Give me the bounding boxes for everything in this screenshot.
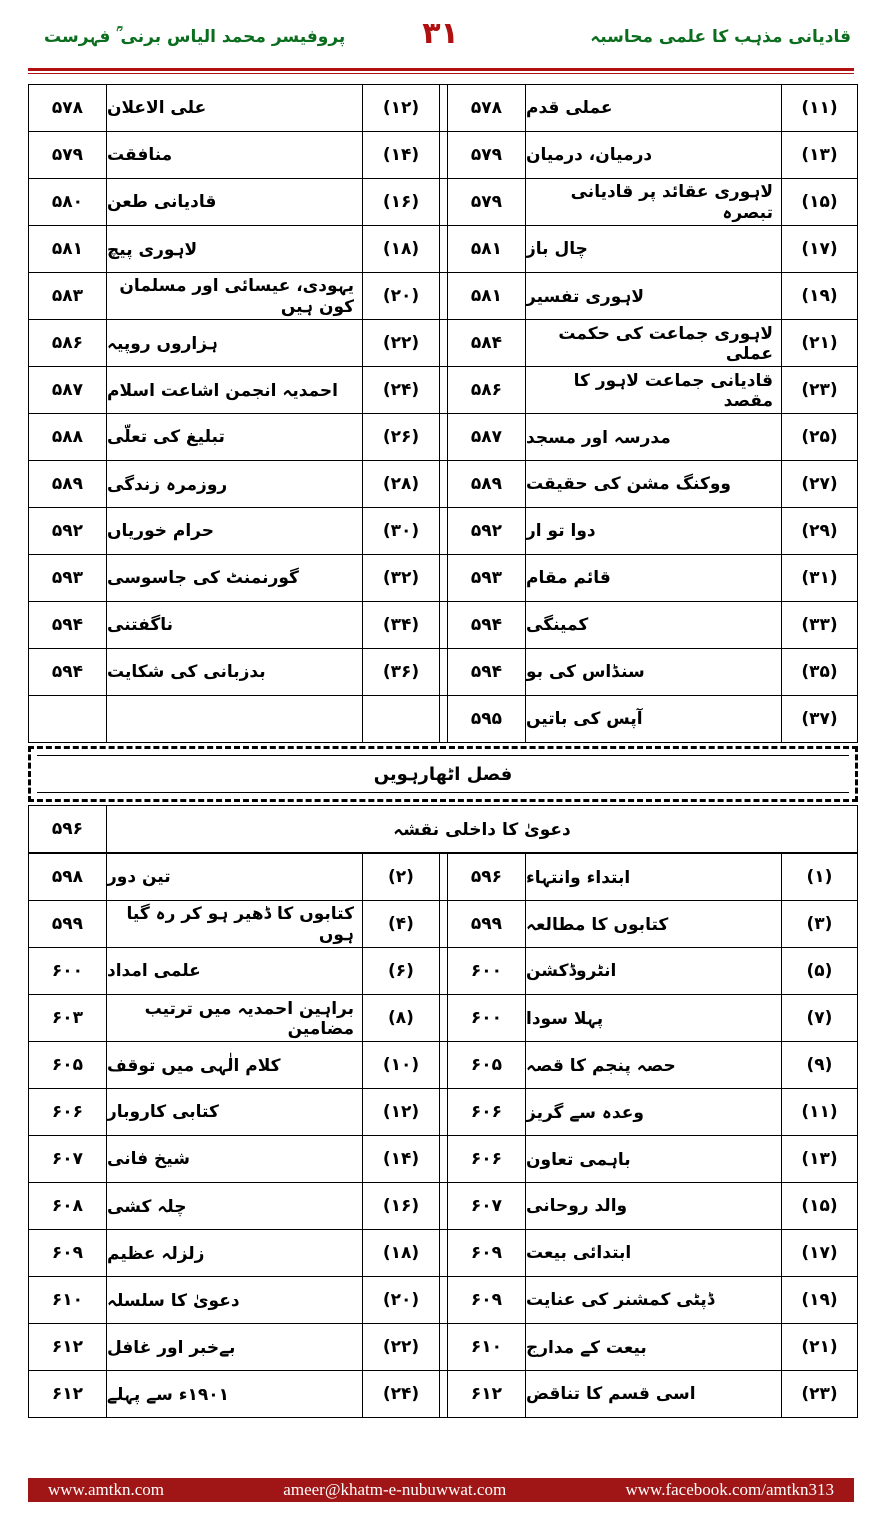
page-footer xyxy=(28,1478,854,1502)
page-number-cell: ۶۰۵ xyxy=(28,1042,106,1088)
entry-index-cell: (۱۷) xyxy=(781,226,858,272)
page-number-cell: ۵۹۲ xyxy=(28,508,106,554)
column-gap xyxy=(439,226,447,272)
entry-title-cell xyxy=(106,696,362,742)
entry-title-cell: قادیانی طعن xyxy=(106,179,362,225)
page-number-cell: ۶۱۲ xyxy=(28,1371,106,1417)
entry-title-cell: کتابی کاروبار xyxy=(106,1089,362,1135)
entry-index-cell: (۱۸) xyxy=(362,1230,439,1276)
entry-title-cell: لاہوری جماعت کی حکمت عملی xyxy=(525,320,781,366)
contents-top-rows xyxy=(28,84,858,743)
entry-title-cell: بدزبانی کی شکایت xyxy=(106,649,362,695)
column-gap xyxy=(439,508,447,554)
entry-title-cell: بےخبر اور غافل xyxy=(106,1324,362,1370)
entry-index-cell: (۳۱) xyxy=(781,555,858,601)
entry-index-cell: (۳۲) xyxy=(362,555,439,601)
entry-index-cell: (۲۳) xyxy=(781,367,858,413)
entry-title-cell: انٹروڈکشن xyxy=(525,948,781,994)
page-number-cell: ۵۹۳ xyxy=(28,555,106,601)
page-number-cell: ۶۰۳ xyxy=(28,995,106,1041)
entry-index-cell: (۱۲) xyxy=(362,85,439,131)
entry-title-cell: لاہوری تفسیر xyxy=(525,273,781,319)
column-gap xyxy=(439,132,447,178)
entry-title-cell: زلزلہ عظیم xyxy=(106,1230,362,1276)
page-number-cell: ۵۷۹ xyxy=(28,132,106,178)
column-gap xyxy=(439,696,447,742)
page-number-cell: ۵۸۷ xyxy=(28,367,106,413)
entry-title-cell: پہلا سودا xyxy=(525,995,781,1041)
page-number-cell: ۵۸۶ xyxy=(28,320,106,366)
table-row xyxy=(28,273,858,320)
entry-title-cell: احمدیہ انجمن اشاعت اسلام xyxy=(106,367,362,413)
table-row xyxy=(28,1324,858,1371)
entry-index-cell: (۱۱) xyxy=(781,85,858,131)
table-row xyxy=(28,1277,858,1324)
entry-title-cell: علمی امداد xyxy=(106,948,362,994)
page-number-cell: ۵۷۸ xyxy=(447,85,525,131)
entry-index-cell: (۲۴) xyxy=(362,1371,439,1417)
page-number-cell: ۶۰۶ xyxy=(28,1089,106,1135)
entry-title-cell: منافقت xyxy=(106,132,362,178)
page-number-cell: ۵۸۹ xyxy=(447,461,525,507)
table-row xyxy=(28,995,858,1042)
table-row xyxy=(28,1042,858,1089)
column-gap xyxy=(439,1277,447,1323)
table-row xyxy=(28,414,858,461)
entry-title-cell: حرام خوریاں xyxy=(106,508,362,554)
column-gap xyxy=(439,85,447,131)
entry-title-cell: کلام الٰہی میں توقف xyxy=(106,1042,362,1088)
table-row xyxy=(28,226,858,273)
entry-index-cell: (۷) xyxy=(781,995,858,1041)
page-number-cell: ۵۸۸ xyxy=(28,414,106,460)
page-number-cell: ۶۰۷ xyxy=(447,1183,525,1229)
entry-index-cell: (۲۰) xyxy=(362,1277,439,1323)
entry-index-cell: (۱۸) xyxy=(362,226,439,272)
page-number-cell: ۵۸۱ xyxy=(28,226,106,272)
page-number-cell: ۵۸۳ xyxy=(28,273,106,319)
entry-title-cell: قادیانی جماعت لاہور کا مقصد xyxy=(525,367,781,413)
entry-title-cell: گورنمنٹ کی جاسوسی xyxy=(106,555,362,601)
entry-title-cell: اسی قسم کا تناقض xyxy=(525,1371,781,1417)
entry-title-cell: یہودی، عیسائی اور مسلمان کون ہیں xyxy=(106,273,362,319)
entry-index-cell: (۱۶) xyxy=(362,179,439,225)
entry-title-cell: ہزاروں روپیہ xyxy=(106,320,362,366)
entry-index-cell: (۲۹) xyxy=(781,508,858,554)
entry-index-cell xyxy=(362,696,439,742)
footer-website[interactable]: www.amtkn.com xyxy=(48,1480,164,1499)
table-row xyxy=(28,948,858,995)
entry-title-cell: کتابوں کا مطالعہ xyxy=(525,901,781,947)
table-row xyxy=(28,132,858,179)
entry-index-cell: (۳۰) xyxy=(362,508,439,554)
page-number-cell: ۵۸۹ xyxy=(28,461,106,507)
entry-index-cell: (۹) xyxy=(781,1042,858,1088)
column-gap xyxy=(439,1136,447,1182)
column-gap xyxy=(439,1324,447,1370)
section-heading xyxy=(28,746,858,802)
page-number-cell: ۵۹۳ xyxy=(447,555,525,601)
entry-index-cell: (۳۷) xyxy=(781,696,858,742)
page-number-cell: ۵۸۰ xyxy=(28,179,106,225)
header-rule-thin xyxy=(28,73,854,74)
entry-title-cell: دوا تو ار xyxy=(525,508,781,554)
entry-index-cell: (۲۲) xyxy=(362,320,439,366)
column-gap xyxy=(439,414,447,460)
entry-index-cell: (۲۴) xyxy=(362,367,439,413)
table-row xyxy=(28,853,858,901)
footer-facebook[interactable]: www.facebook.com/amtkn313 xyxy=(625,1480,834,1499)
entry-index-cell: (۲۸) xyxy=(362,461,439,507)
table-row xyxy=(28,367,858,414)
page-number-cell: ۵۹۴ xyxy=(447,602,525,648)
page-number-cell: ۵۹۵ xyxy=(447,696,525,742)
entry-title-cell: تین دور xyxy=(106,854,362,900)
entry-title-cell: روزمرہ زندگی xyxy=(106,461,362,507)
entry-index-cell: (۱۰) xyxy=(362,1042,439,1088)
page-number-cell: ۶۰۶ xyxy=(447,1136,525,1182)
page-number-cell: ۵۷۹ xyxy=(447,179,525,225)
column-gap xyxy=(439,461,447,507)
entry-title-cell: ابتدائی بیعت xyxy=(525,1230,781,1276)
page-number-cell: ۶۰۰ xyxy=(447,995,525,1041)
entry-index-cell: (۱۹) xyxy=(781,1277,858,1323)
page-number-cell: ۶۱۰ xyxy=(447,1324,525,1370)
entry-index-cell: (۳) xyxy=(781,901,858,947)
entry-index-cell: (۱۳) xyxy=(781,132,858,178)
entry-title-cell: بیعت کے مدارج xyxy=(525,1324,781,1370)
page-number-cell: ۵۷۹ xyxy=(447,132,525,178)
column-gap xyxy=(439,1230,447,1276)
page-number-cell: ۵۹۴ xyxy=(28,649,106,695)
page-number-cell: ۵۸۱ xyxy=(447,226,525,272)
section-title: فصل اٹھارہویں xyxy=(373,763,513,785)
entry-title-cell: ابتداء وانتہاء xyxy=(525,854,781,900)
entry-title-cell: شیخ فانی xyxy=(106,1136,362,1182)
entry-title-cell: علی الاعلان xyxy=(106,85,362,131)
table-row xyxy=(28,555,858,602)
table-row xyxy=(28,901,858,948)
entry-index-cell: (۱۵) xyxy=(781,1183,858,1229)
page-number-cell: ۵۹۶ xyxy=(28,806,106,852)
page-number-cell: ۵۹۸ xyxy=(28,854,106,900)
entry-title-cell: کتابوں کا ڈھیر ہو کر رہ گیا ہوں xyxy=(106,901,362,947)
entry-index-cell: (۱۴) xyxy=(362,1136,439,1182)
column-gap xyxy=(439,854,447,900)
entry-title-cell: درمیان، درمیان xyxy=(525,132,781,178)
table-row xyxy=(28,1136,858,1183)
entry-title-cell: چلہ کشی xyxy=(106,1183,362,1229)
page-number-cell: ۶۰۸ xyxy=(28,1183,106,1229)
page-number-cell: ۶۰۶ xyxy=(447,1089,525,1135)
page-number-cell: ۵۸۷ xyxy=(447,414,525,460)
page-number-cell: ۵۸۴ xyxy=(447,320,525,366)
page-number-cell: ۶۰۷ xyxy=(28,1136,106,1182)
page-number-cell: ۵۹۹ xyxy=(447,901,525,947)
column-gap xyxy=(439,948,447,994)
entry-title-cell: باہمی تعاون xyxy=(525,1136,781,1182)
entry-index-cell: (۱۶) xyxy=(362,1183,439,1229)
page-number-cell: ۶۱۲ xyxy=(447,1371,525,1417)
entry-index-cell: (۳۶) xyxy=(362,649,439,695)
entry-title-cell: ووکنگ مشن کی حقیقت xyxy=(525,461,781,507)
contents-bottom-rows xyxy=(28,853,858,1418)
entry-title-cell: ناگفتنی xyxy=(106,602,362,648)
page-number-cell: ۶۰۹ xyxy=(447,1230,525,1276)
column-gap xyxy=(439,602,447,648)
entry-title-cell: چال باز xyxy=(525,226,781,272)
table-row xyxy=(28,461,858,508)
table-row xyxy=(28,84,858,132)
footer-email[interactable]: ameer@khatm-e-nubuwwat.com xyxy=(283,1480,507,1499)
column-gap xyxy=(439,1042,447,1088)
entry-title-cell: حصہ پنجم کا قصہ xyxy=(525,1042,781,1088)
table-row xyxy=(28,696,858,743)
page-number-cell: ۵۹۴ xyxy=(447,649,525,695)
entry-index-cell: (۵) xyxy=(781,948,858,994)
table-row xyxy=(28,1089,858,1136)
page-number-cell: ۵۹۲ xyxy=(447,508,525,554)
page-number-cell: ۶۰۹ xyxy=(447,1277,525,1323)
table-row xyxy=(28,179,858,226)
chapter-title-cell: دعویٰ کا داخلی نقشہ xyxy=(106,806,858,852)
table-row xyxy=(28,649,858,696)
entry-index-cell: (۲۵) xyxy=(781,414,858,460)
entry-index-cell: (۱۲) xyxy=(362,1089,439,1135)
entry-index-cell: (۴) xyxy=(362,901,439,947)
table-row xyxy=(28,508,858,555)
entry-index-cell: (۸) xyxy=(362,995,439,1041)
page-number-cell xyxy=(28,696,106,742)
page-number-cell: ۶۰۹ xyxy=(28,1230,106,1276)
entry-title-cell: سنڈاس کی بو xyxy=(525,649,781,695)
entry-index-cell: (۱۹) xyxy=(781,273,858,319)
entry-title-cell: براہین احمدیہ میں ترتیب مضامین xyxy=(106,995,362,1041)
entry-index-cell: (۱۳) xyxy=(781,1136,858,1182)
entry-title-cell: لاہوری پیچ xyxy=(106,226,362,272)
page-number-cell: ۵۹۹ xyxy=(28,901,106,947)
entry-title-cell: وعدہ سے گریز xyxy=(525,1089,781,1135)
entry-index-cell: (۲۲) xyxy=(362,1324,439,1370)
entry-index-cell: (۲۱) xyxy=(781,1324,858,1370)
page-number: ۳۱ xyxy=(422,16,459,51)
page-number-cell: ۵۸۱ xyxy=(447,273,525,319)
entry-index-cell: (۱۴) xyxy=(362,132,439,178)
header-book-title: قادیانی مذہب کا علمی محاسبہ xyxy=(590,27,851,47)
entry-title-cell: لاہوری عقائد پر قادیانی تبصرہ xyxy=(525,179,781,225)
entry-index-cell: (۱) xyxy=(781,854,858,900)
page-number-cell: ۶۰۵ xyxy=(447,1042,525,1088)
entry-title-cell: مدرسہ اور مسجد xyxy=(525,414,781,460)
entry-title-cell: کمینگی xyxy=(525,602,781,648)
entry-title-cell: والد روحانی xyxy=(525,1183,781,1229)
entry-title-cell: ۱۹۰۱ء سے پہلے xyxy=(106,1371,362,1417)
page-number-cell: ۵۸۶ xyxy=(447,367,525,413)
entry-index-cell: (۶) xyxy=(362,948,439,994)
column-gap xyxy=(439,995,447,1041)
header-author: پروفیسر محمد الیاس برنی ؒ فہرست xyxy=(44,27,346,47)
column-gap xyxy=(439,555,447,601)
table-row xyxy=(28,602,858,649)
column-gap xyxy=(439,320,447,366)
page-header xyxy=(0,0,881,70)
page-number-cell: ۶۱۲ xyxy=(28,1324,106,1370)
page-number-cell: ۶۱۰ xyxy=(28,1277,106,1323)
column-gap xyxy=(439,1183,447,1229)
table-row xyxy=(28,1371,858,1418)
page-number-cell: ۵۷۸ xyxy=(28,85,106,131)
column-gap xyxy=(439,179,447,225)
entry-index-cell: (۲۳) xyxy=(781,1371,858,1417)
table-row xyxy=(28,1230,858,1277)
table-row-wide xyxy=(28,805,858,853)
column-gap xyxy=(439,649,447,695)
table-row xyxy=(28,320,858,367)
table-row xyxy=(28,1183,858,1230)
entry-index-cell: (۱۱) xyxy=(781,1089,858,1135)
entry-index-cell: (۲۷) xyxy=(781,461,858,507)
page-number-cell: ۵۹۶ xyxy=(447,854,525,900)
entry-title-cell: عملی قدم xyxy=(525,85,781,131)
column-gap xyxy=(439,273,447,319)
entry-title-cell: دعویٰ کا سلسلہ xyxy=(106,1277,362,1323)
entry-index-cell: (۲۶) xyxy=(362,414,439,460)
entry-index-cell: (۳۳) xyxy=(781,602,858,648)
entry-title-cell: ڈپٹی کمشنر کی عنایت xyxy=(525,1277,781,1323)
entry-title-cell: آپس کی باتیں xyxy=(525,696,781,742)
entry-index-cell: (۱۷) xyxy=(781,1230,858,1276)
entry-index-cell: (۲۰) xyxy=(362,273,439,319)
contents-table xyxy=(28,84,858,1418)
entry-index-cell: (۳۵) xyxy=(781,649,858,695)
entry-index-cell: (۲۱) xyxy=(781,320,858,366)
entry-title-cell: تبلیغ کی تعلّی xyxy=(106,414,362,460)
column-gap xyxy=(439,367,447,413)
page-number-cell: ۶۰۰ xyxy=(447,948,525,994)
column-gap xyxy=(439,1371,447,1417)
column-gap xyxy=(439,901,447,947)
entry-index-cell: (۲) xyxy=(362,854,439,900)
page-number-cell: ۶۰۰ xyxy=(28,948,106,994)
page-number-cell: ۵۹۴ xyxy=(28,602,106,648)
entry-index-cell: (۱۵) xyxy=(781,179,858,225)
column-gap xyxy=(439,1089,447,1135)
header-rule-thick xyxy=(28,68,854,71)
entry-index-cell: (۳۴) xyxy=(362,602,439,648)
entry-title-cell: قائم مقام xyxy=(525,555,781,601)
